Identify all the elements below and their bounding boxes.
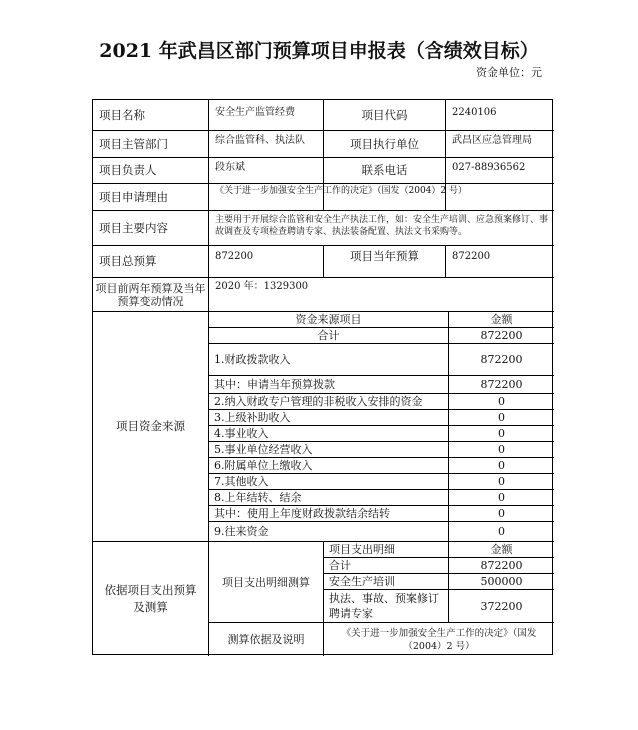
funding-row-label: 6.附属单位上缴收入 <box>214 459 313 472</box>
funding-row-label: 9.往来资金 <box>214 525 269 538</box>
expenditure-row-label: 执法、事故、预案修订聘请专家 <box>329 592 439 620</box>
funding-row-amount: 0 <box>498 507 505 520</box>
project-name-value: 安全生产监管经费 <box>215 107 295 118</box>
funding-row-amount: 0 <box>498 411 505 424</box>
funding-row-amount: 872200 <box>480 329 523 342</box>
reason-label: 项目申请理由 <box>99 189 168 204</box>
basis-label: 测算依据及说明 <box>227 633 305 646</box>
project-head-value: 段东斌 <box>215 162 245 173</box>
funding-row-amount: 0 <box>498 459 505 472</box>
funding-row-amount: 0 <box>498 491 505 504</box>
funding-row-amount: 0 <box>498 525 505 538</box>
expenditure-row-amount: 872200 <box>480 559 523 572</box>
funding-row-amount: 872200 <box>480 353 523 366</box>
funding-row-label: 1.财政拨款收入 <box>214 353 291 366</box>
funding-row-amount: 0 <box>498 443 505 456</box>
exec-unit-value: 武昌区应急管理局 <box>452 135 532 146</box>
content-label: 项目主要内容 <box>99 220 168 235</box>
total-budget-label: 项目总预算 <box>99 254 157 268</box>
project-head-label: 项目负责人 <box>99 163 157 177</box>
funding-row-label: 8.上年结转、结余 <box>214 491 302 504</box>
expenditure-row-label: 合计 <box>329 559 351 572</box>
funding-row-label: 4.事业收入 <box>214 427 269 440</box>
phone-label: 联系电话 <box>361 163 408 177</box>
expenditure-section-label: 依据项目支出预算及测算 <box>104 583 197 614</box>
project-name-label: 项目名称 <box>99 107 145 122</box>
funding-row-amount: 872200 <box>480 378 523 391</box>
funding-row-label: 其中：使用上年度财政拨款结余结转 <box>214 507 390 520</box>
funding-row-amount: 0 <box>498 395 505 408</box>
project-code-label: 项目代码 <box>361 107 408 122</box>
expenditure-row-amount: 500000 <box>480 575 523 588</box>
funding-section-label: 项目资金来源 <box>116 419 185 433</box>
total-budget-value: 872200 <box>215 251 254 262</box>
expenditure-col-item: 项目支出明细 <box>329 543 395 556</box>
funding-row-amount: 0 <box>498 475 505 488</box>
budget-table <box>92 99 553 655</box>
basis-value: 《关于进一步加强安全生产工作的决定》（国发（2004）2 号） <box>341 627 537 652</box>
project-code-value: 2240106 <box>452 107 497 118</box>
funding-row-label: 5.事业单位经营收入 <box>214 443 313 456</box>
currency-unit: 资金单位：元 <box>476 66 542 79</box>
funding-col-item: 资金来源项目 <box>295 313 362 326</box>
expenditure-detail-label: 项目支出明细测算 <box>222 575 310 589</box>
current-budget-label: 项目当年预算 <box>350 249 419 263</box>
prev-budget-value: 2020 年：1329300 <box>215 281 309 292</box>
project-dept-value: 综合监管科、执法队 <box>215 135 305 146</box>
funding-row-label: 7.其他收入 <box>214 475 269 488</box>
funding-row-amount: 0 <box>498 427 505 440</box>
phone-value: 027-88936562 <box>452 162 526 173</box>
funding-row-label: 其中：申请当年预算拨款 <box>214 378 335 391</box>
exec-unit-label: 项目执行单位 <box>350 136 419 151</box>
funding-row-label: 2.纳入财政专户管理的非税收入安排的资金 <box>214 395 423 408</box>
current-budget-value: 872200 <box>452 251 491 262</box>
expenditure-col-amount: 金额 <box>490 543 513 556</box>
expenditure-row-amount: 372200 <box>480 599 523 613</box>
project-dept-label: 项目主管部门 <box>99 136 168 151</box>
document-title: 2021 年武昌区部门预算项目申报表（含绩效目标） <box>99 40 539 62</box>
funding-row-label: 3.上级补助收入 <box>214 411 291 424</box>
reason-value: 《关于进一步加强安全生产工作的决定》（国发（2004）2 号） <box>215 186 467 196</box>
content-value: 主要用于开展综合监管和安全生产执法工作，如：安全生产培训、应急预案修订、事故调查及专项检查聘请专家、执法装备配置、执法文书采购等。 <box>215 215 549 237</box>
funding-col-amount: 金额 <box>490 313 513 326</box>
prev-budget-label: 项目前两年预算及当年预算变动情况 <box>95 281 206 308</box>
funding-row-label: 合计 <box>317 329 340 342</box>
expenditure-row-label: 安全生产培训 <box>329 575 395 588</box>
